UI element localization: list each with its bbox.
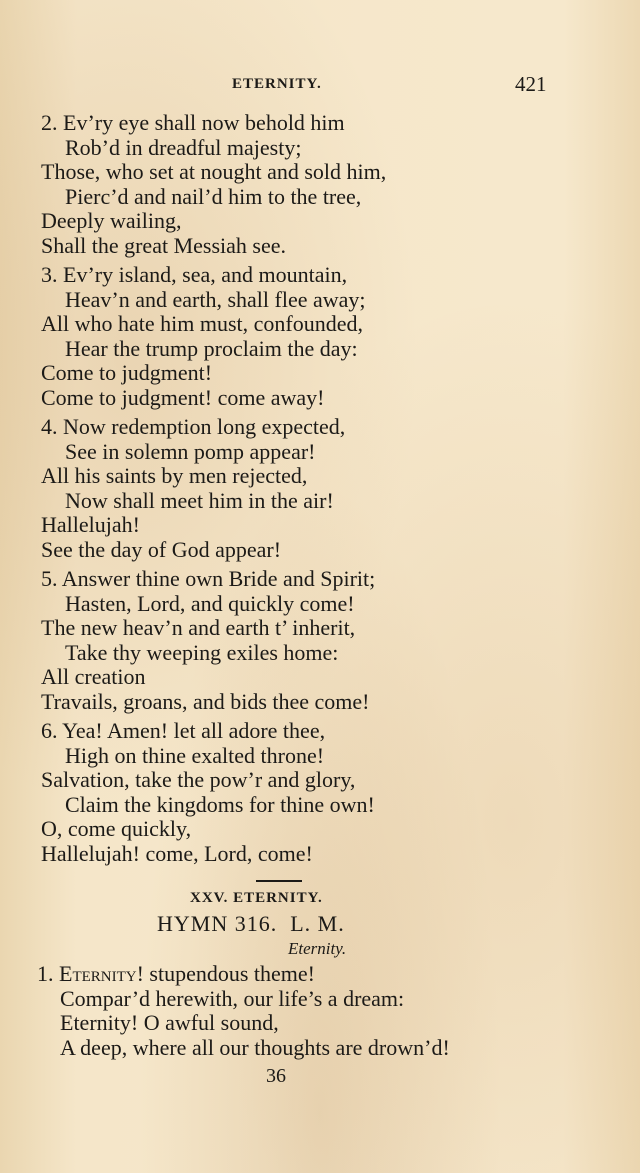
verse-line: Pierc’d and nail’d him to the tree, <box>65 183 362 209</box>
stanza <box>0 567 640 714</box>
verse-line: All his saints by men rejected, <box>41 463 308 488</box>
verse-line: See the day of God appear! <box>41 536 282 562</box>
verse-line: Deeply wailing, <box>41 208 182 233</box>
hymn-meter: L. M. <box>290 911 345 936</box>
verse-line <box>0 962 640 987</box>
verse-line: 6. Yea! Amen! let all adore thee, <box>41 718 326 743</box>
verse-line: High on thine exalted throne! <box>65 742 325 768</box>
verse-line: 5. Answer thine own Bride and Spirit; <box>41 566 376 591</box>
stanza <box>0 263 640 410</box>
stanza-number: 1. <box>37 961 54 986</box>
verse-line: Rob’d in dreadful majesty; <box>65 134 302 160</box>
verse-line: Eternity! O awful sound, <box>60 1010 279 1035</box>
verse-line: Salvation, take the pow’r and glory, <box>41 767 356 792</box>
verse-line: Now shall meet him in the air! <box>65 487 334 513</box>
signature-mark: 36 <box>266 1065 286 1087</box>
verse-line: 3. Ev’ry island, sea, and mountain, <box>41 262 348 287</box>
stanza <box>0 719 640 866</box>
page-header <box>0 72 640 100</box>
verse-line: Those, who set at nought and sold him, <box>41 159 387 184</box>
stanza <box>0 415 640 562</box>
verse-line: Come to judgment! come away! <box>41 384 325 410</box>
verse-line: Come to judgment! <box>41 360 213 385</box>
running-title: ETERNITY. <box>232 76 322 92</box>
hymn-number: HYMN 316. <box>157 911 278 936</box>
verse-line: Hasten, Lord, and quickly come! <box>65 590 355 616</box>
verse-line: Compar’d herewith, our life’s a dream: <box>60 985 405 1011</box>
verse-line: The new heav’n and earth t’ inherit, <box>41 615 356 640</box>
page-number: 421 <box>515 72 547 96</box>
verse-line: 4. Now redemption long expected, <box>41 414 346 439</box>
hymn-heading <box>0 910 640 938</box>
verse-line: O, come quickly, <box>41 816 192 841</box>
verse-line: See in solemn pomp appear! <box>65 438 316 464</box>
verse-line: Heav’n and earth, shall flee away; <box>65 286 366 312</box>
page-text <box>0 111 640 1087</box>
hymn-stanzas <box>0 111 640 866</box>
first-word: Eternity <box>59 961 137 986</box>
verse-line: Hear the trump proclaim the day: <box>65 335 358 361</box>
hymn-316-stanza-1 <box>0 962 640 1060</box>
verse-line: Hallelujah! <box>41 512 140 537</box>
verse-line: Take thy weeping exiles home: <box>65 639 339 665</box>
verse-line: Claim the kingdoms for thine own! <box>65 791 375 817</box>
stanza <box>0 111 640 258</box>
verse-line: All who hate him must, confounded, <box>41 311 364 336</box>
verse-line: A deep, where all our thoughts are drown’d! <box>60 1034 450 1060</box>
section-heading: XXV. ETERNITY. <box>190 890 323 906</box>
hymn-title: Eternity. <box>288 939 347 958</box>
first-line-rest: ! stupendous theme! <box>136 961 315 986</box>
verse-line: Travails, groans, and bids thee come! <box>41 688 370 714</box>
verse-line: Shall the great Messiah see. <box>41 232 286 258</box>
verse-line: 2. Ev’ry eye shall now behold him <box>41 110 345 135</box>
verse-line: All creation <box>41 664 146 689</box>
section-divider <box>256 880 302 882</box>
verse-line: Hallelujah! come, Lord, come! <box>41 840 313 866</box>
